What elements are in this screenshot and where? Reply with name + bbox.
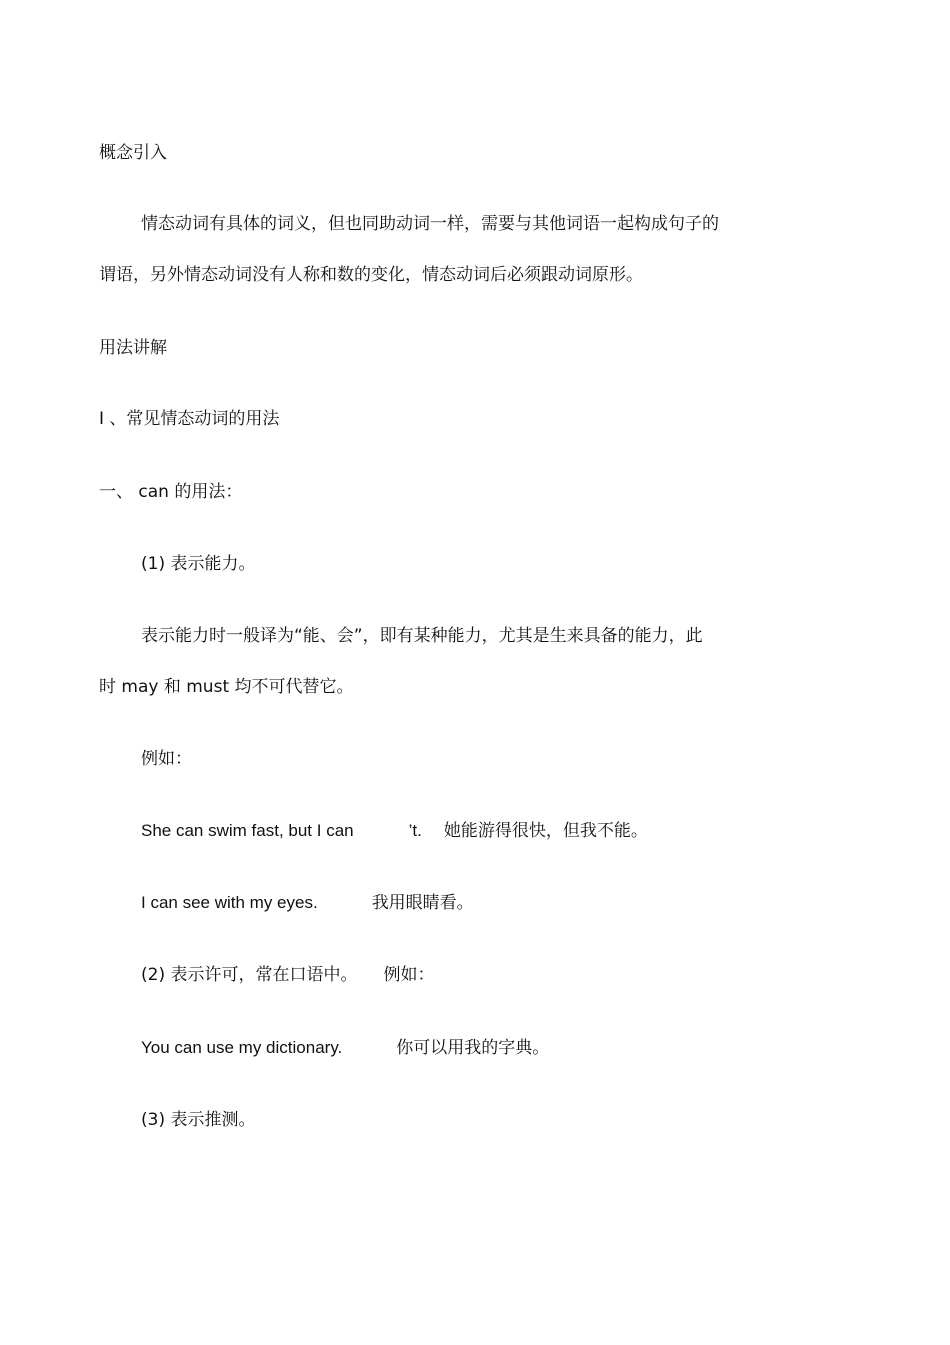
example-sentence [141,891,474,915]
usage-item-ability: (1) 表示能力。 [141,554,256,574]
example-sentence [141,819,648,843]
paragraph-line: 时 may 和 must 均不可代替它。 [99,677,354,697]
paragraph-line: 谓语，另外情态动词没有人称和数的变化，情态动词后必须跟动词原形。 [99,265,643,285]
section-heading-modal-verbs: I 、常见情态动词的用法 [99,409,280,429]
usage-item-permission [141,963,434,987]
heading-concept-intro: 概念引入 [99,143,167,163]
subsection-heading-can: 一、 can 的用法： [99,482,243,502]
paragraph-line: 表示能力时一般译为“能、会”，即有某种能力，尤其是生来具备的能力，此 [141,626,703,646]
example-translation: 我用眼睛看。 [371,893,474,913]
example-english-contraction: ’t. [408,821,422,840]
usage-item-inference: (3) 表示推测。 [141,1110,256,1130]
example-label: 例如： [141,749,192,769]
example-english: You can use my dictionary. [141,1038,343,1057]
paragraph-line: 情态动词有具体的词义，但也同助动词一样，需要与其他词语一起构成句子的 [141,214,719,234]
example-translation: 你可以用我的字典。 [396,1038,550,1058]
example-english: I can see with my eyes. [141,893,318,912]
usage-item-text: (2) 表示许可，常在口语中。 [141,965,358,985]
example-sentence [141,1036,549,1060]
heading-usage-explanation: 用法讲解 [99,338,167,358]
example-label: 例如： [383,965,435,985]
example-english: She can swim fast, but I can [141,821,354,840]
example-translation: 她能游得很快，但我不能。 [443,821,648,841]
